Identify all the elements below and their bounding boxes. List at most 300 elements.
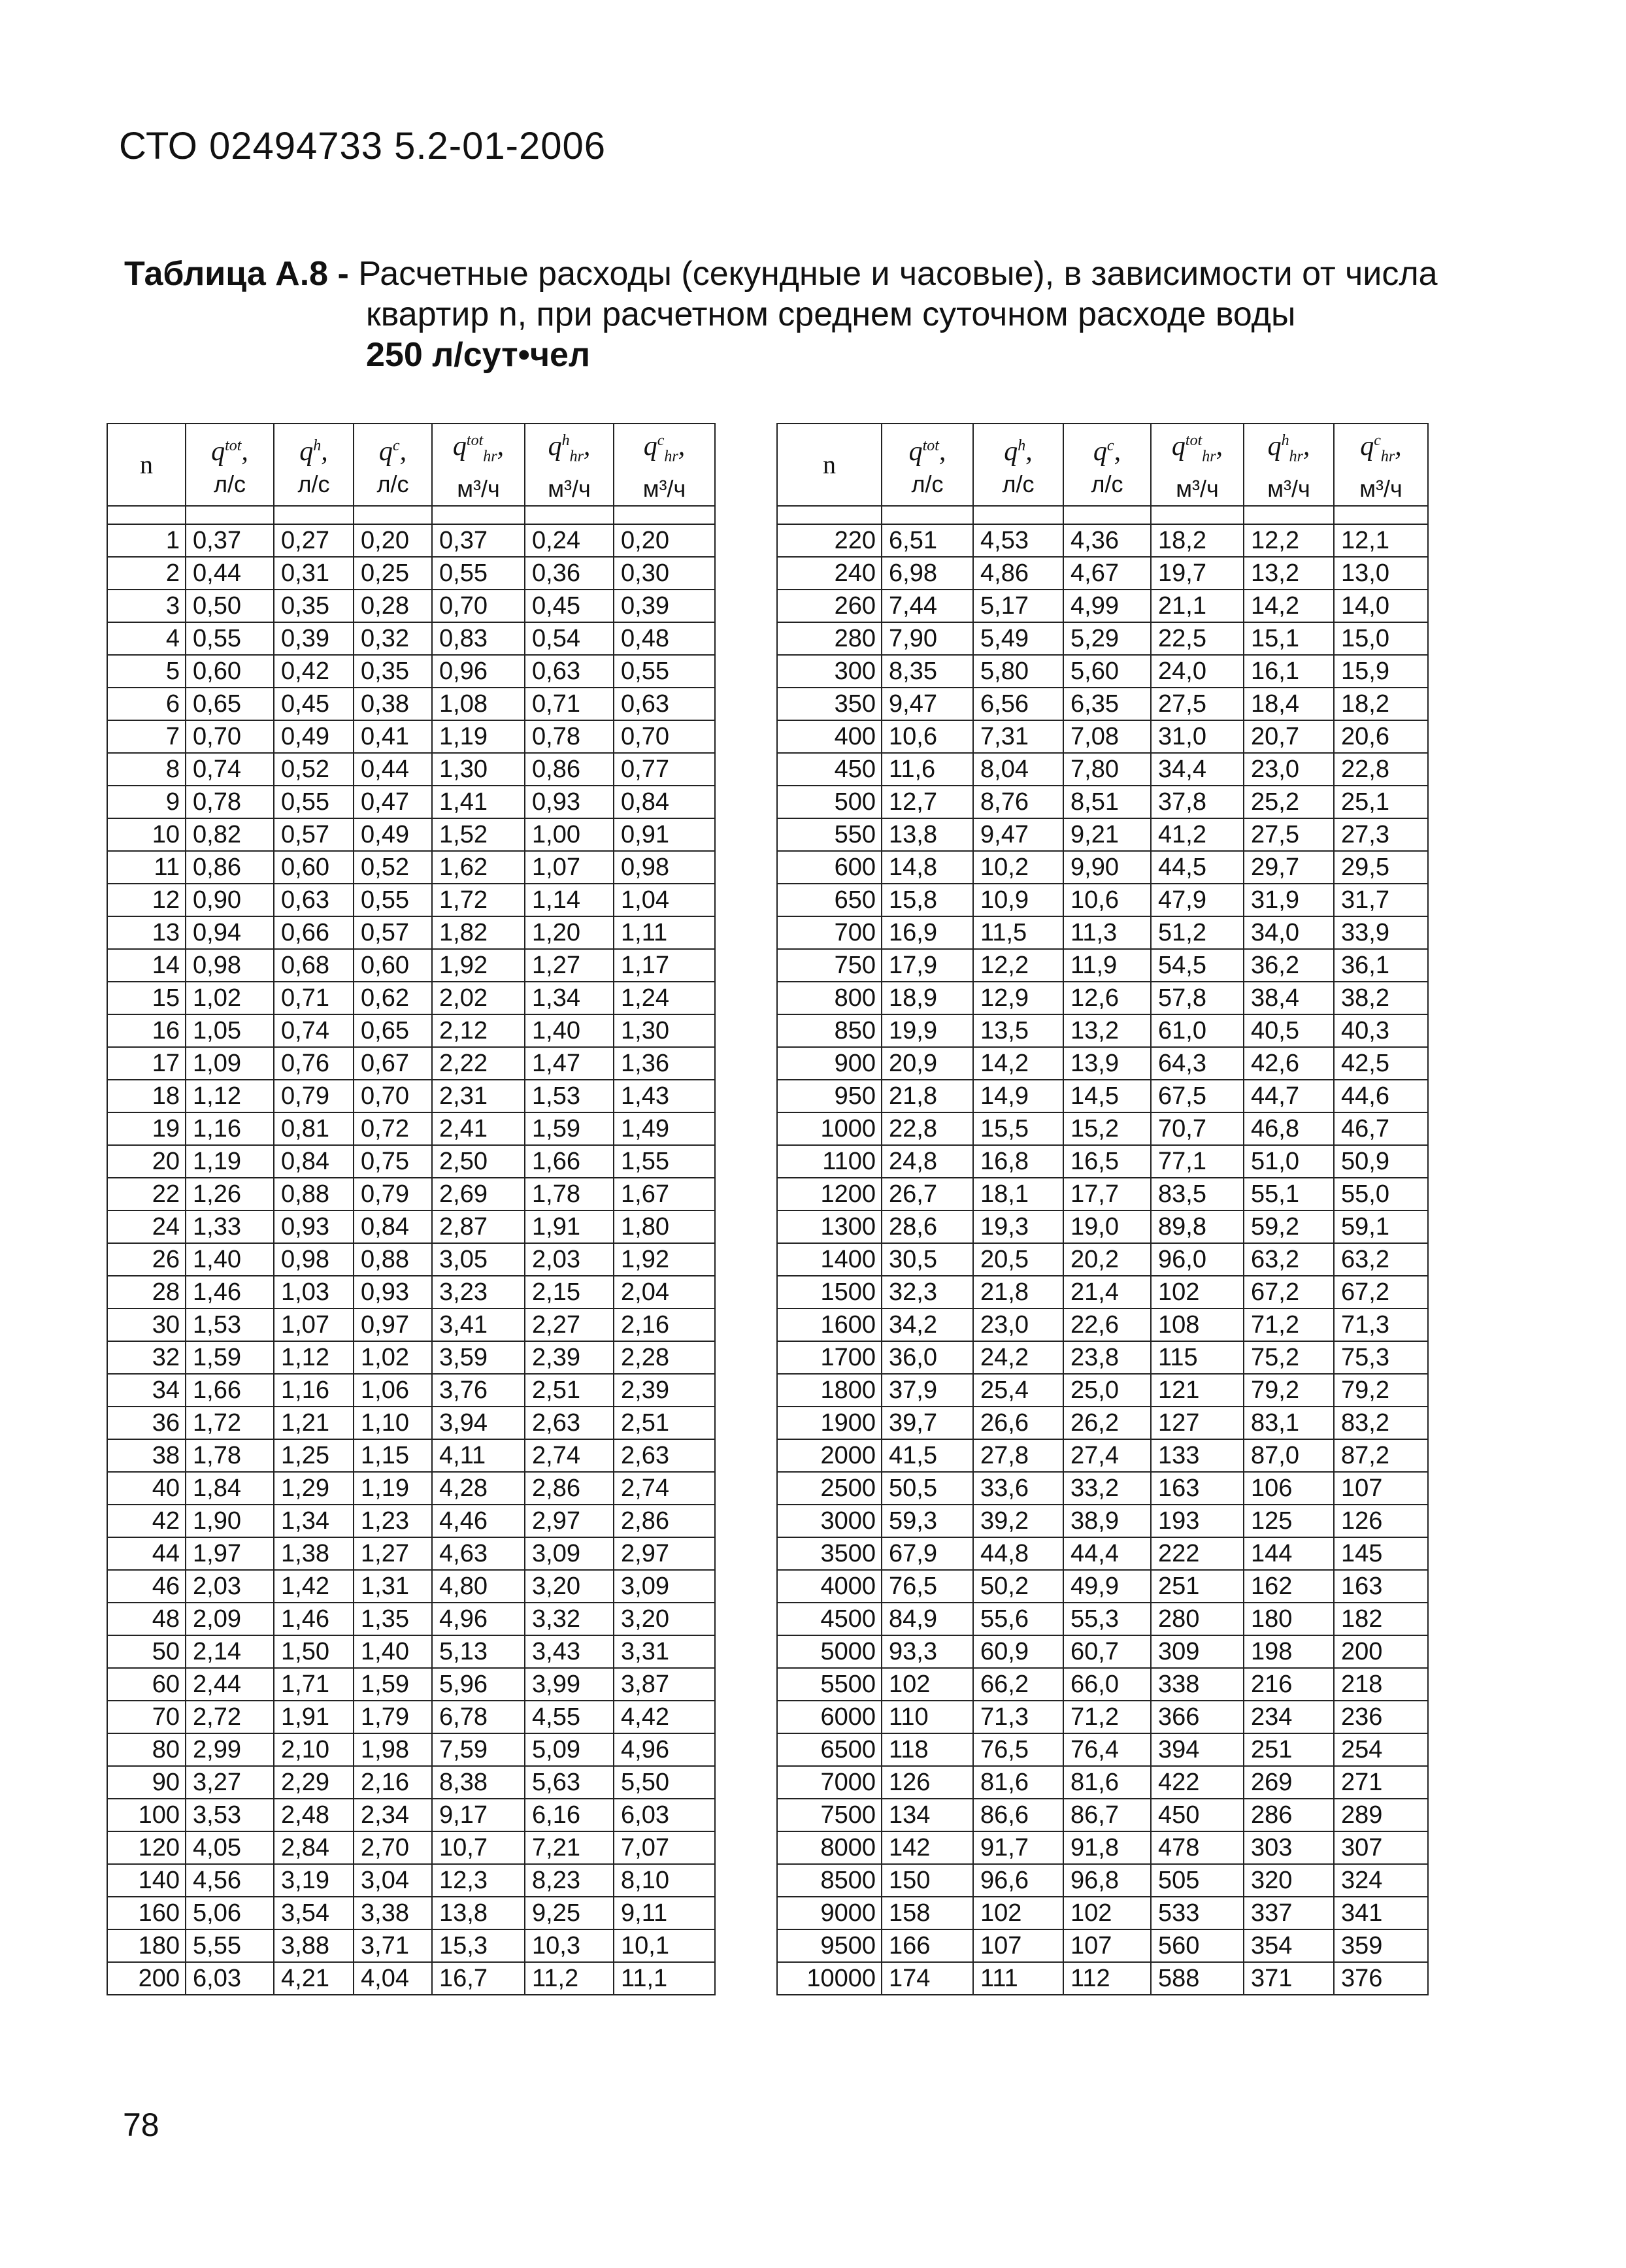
table-row bbox=[107, 1831, 715, 1864]
table-row bbox=[107, 1276, 715, 1309]
flow-value-cell: 1,00 bbox=[525, 818, 614, 851]
flow-value-cell: 0,84 bbox=[354, 1210, 432, 1243]
spacer-cell bbox=[1334, 506, 1428, 524]
apartments-count-cell: 6 bbox=[107, 688, 186, 720]
table-row bbox=[777, 786, 1428, 818]
flow-value-cell: 11,1 bbox=[614, 1962, 715, 1995]
flow-value-cell: 4,96 bbox=[614, 1733, 715, 1766]
column-header bbox=[973, 424, 1063, 506]
flow-value-cell: 20,5 bbox=[973, 1243, 1063, 1276]
apartments-count-cell: 1100 bbox=[777, 1145, 882, 1178]
flow-value-cell: 79,2 bbox=[1334, 1374, 1428, 1407]
flow-value-cell: 0,88 bbox=[354, 1243, 432, 1276]
flow-value-cell: 20,7 bbox=[1244, 720, 1334, 753]
table-row bbox=[107, 1864, 715, 1897]
flow-value-cell: 0,75 bbox=[354, 1145, 432, 1178]
flow-value-cell: 0,63 bbox=[614, 688, 715, 720]
flow-value-cell: 67,9 bbox=[882, 1537, 973, 1570]
flow-value-cell: 91,7 bbox=[973, 1831, 1063, 1864]
flow-value-cell: 0,55 bbox=[186, 622, 274, 655]
flow-value-cell: 0,65 bbox=[186, 688, 274, 720]
apartments-count-cell: 280 bbox=[777, 622, 882, 655]
apartments-count-cell: 4500 bbox=[777, 1603, 882, 1635]
apartments-count-cell: 140 bbox=[107, 1864, 186, 1897]
flow-value-cell: 0,42 bbox=[274, 655, 354, 688]
flow-value-cell: 1,78 bbox=[525, 1178, 614, 1210]
spacer-cell bbox=[354, 506, 432, 524]
flow-value-cell: 280 bbox=[1151, 1603, 1244, 1635]
flow-value-cell: 25,1 bbox=[1334, 786, 1428, 818]
flow-value-cell: 0,72 bbox=[354, 1112, 432, 1145]
flow-value-cell: 71,2 bbox=[1244, 1309, 1334, 1341]
flow-value-cell: 1,16 bbox=[274, 1374, 354, 1407]
apartments-count-cell: 80 bbox=[107, 1733, 186, 1766]
flow-value-cell: 4,36 bbox=[1063, 524, 1151, 557]
apartments-count-cell: 7000 bbox=[777, 1766, 882, 1799]
flow-value-cell: 0,81 bbox=[274, 1112, 354, 1145]
flow-value-cell: 44,8 bbox=[973, 1537, 1063, 1570]
apartments-count-cell: 200 bbox=[107, 1962, 186, 1995]
flow-value-cell: 61,0 bbox=[1151, 1014, 1244, 1047]
flow-value-cell: 3,19 bbox=[274, 1864, 354, 1897]
flow-value-cell: 27,3 bbox=[1334, 818, 1428, 851]
flow-value-cell: 2,87 bbox=[432, 1210, 525, 1243]
table-caption bbox=[124, 254, 1484, 375]
flow-value-cell: 2,09 bbox=[186, 1603, 274, 1635]
flow-value-cell: 64,3 bbox=[1151, 1047, 1244, 1080]
flow-value-cell: 338 bbox=[1151, 1668, 1244, 1701]
flow-value-cell: 20,2 bbox=[1063, 1243, 1151, 1276]
flow-value-cell: 1,27 bbox=[354, 1537, 432, 1570]
apartments-count-cell: 6000 bbox=[777, 1701, 882, 1733]
flow-value-cell: 307 bbox=[1334, 1831, 1428, 1864]
flow-value-cell: 2,39 bbox=[614, 1374, 715, 1407]
spacer-cell bbox=[1151, 506, 1244, 524]
apartments-count-cell: 9 bbox=[107, 786, 186, 818]
flow-value-cell: 3,43 bbox=[525, 1635, 614, 1668]
apartments-count-cell: 15 bbox=[107, 982, 186, 1014]
table-row bbox=[777, 1733, 1428, 1766]
flow-value-cell: 36,2 bbox=[1244, 949, 1334, 982]
flow-value-cell: 107 bbox=[1334, 1472, 1428, 1505]
flow-value-cell: 2,97 bbox=[614, 1537, 715, 1570]
flow-value-cell: 0,37 bbox=[432, 524, 525, 557]
flow-value-cell: 2,28 bbox=[614, 1341, 715, 1374]
flow-value-cell: 182 bbox=[1334, 1603, 1428, 1635]
table-row bbox=[777, 622, 1428, 655]
column-unit: м³/ч bbox=[1176, 475, 1219, 503]
column-symbol: $q^{tot}_{hr}$, bbox=[1171, 431, 1223, 465]
flow-value-cell: 51,0 bbox=[1244, 1145, 1334, 1178]
flow-value-cell: 3,38 bbox=[354, 1897, 432, 1929]
flow-value-cell: 0,96 bbox=[432, 655, 525, 688]
column-symbol: n bbox=[823, 450, 836, 480]
flow-value-cell: 91,8 bbox=[1063, 1831, 1151, 1864]
flow-value-cell: 0,55 bbox=[354, 884, 432, 916]
table-row bbox=[777, 1603, 1428, 1635]
table-row bbox=[777, 1701, 1428, 1733]
flow-value-cell: 22,8 bbox=[882, 1112, 973, 1145]
flow-value-cell: 14,9 bbox=[973, 1080, 1063, 1112]
flow-value-cell: 3,87 bbox=[614, 1668, 715, 1701]
flow-value-cell: 0,79 bbox=[354, 1178, 432, 1210]
flow-value-cell: 11,3 bbox=[1063, 916, 1151, 949]
column-header bbox=[107, 424, 186, 506]
flow-value-cell: 21,8 bbox=[882, 1080, 973, 1112]
apartments-count-cell: 14 bbox=[107, 949, 186, 982]
flow-value-cell: 37,8 bbox=[1151, 786, 1244, 818]
flow-value-cell: 34,0 bbox=[1244, 916, 1334, 949]
table-row bbox=[777, 590, 1428, 622]
flow-value-cell: 20,9 bbox=[882, 1047, 973, 1080]
flow-value-cell: 1,46 bbox=[274, 1603, 354, 1635]
table-row bbox=[777, 655, 1428, 688]
flow-value-cell: 6,03 bbox=[186, 1962, 274, 1995]
flow-value-cell: 60,7 bbox=[1063, 1635, 1151, 1668]
flow-value-cell: 0,74 bbox=[274, 1014, 354, 1047]
table-row bbox=[107, 1701, 715, 1733]
table-row bbox=[777, 1766, 1428, 1799]
flow-value-cell: 1,92 bbox=[614, 1243, 715, 1276]
table-row bbox=[107, 1080, 715, 1112]
flow-value-cell: 1,80 bbox=[614, 1210, 715, 1243]
flow-value-cell: 34,2 bbox=[882, 1309, 973, 1341]
flow-value-cell: 251 bbox=[1244, 1733, 1334, 1766]
document-code: СТО 02494733 5.2-01-2006 bbox=[119, 125, 606, 167]
flow-value-cell: 3,76 bbox=[432, 1374, 525, 1407]
table-row bbox=[107, 1014, 715, 1047]
table-row bbox=[777, 1407, 1428, 1439]
flow-value-cell: 10,6 bbox=[882, 720, 973, 753]
table-row bbox=[107, 1766, 715, 1799]
flow-value-cell: 10,9 bbox=[973, 884, 1063, 916]
flow-value-cell: 320 bbox=[1244, 1864, 1334, 1897]
flow-value-cell: 7,44 bbox=[882, 590, 973, 622]
flow-value-cell: 1,91 bbox=[525, 1210, 614, 1243]
flow-value-cell: 6,78 bbox=[432, 1701, 525, 1733]
flow-value-cell: 1,05 bbox=[186, 1014, 274, 1047]
apartments-count-cell: 550 bbox=[777, 818, 882, 851]
flow-value-cell: 236 bbox=[1334, 1701, 1428, 1733]
flow-value-cell: 0,74 bbox=[186, 753, 274, 786]
flow-value-cell: 1,19 bbox=[432, 720, 525, 753]
flow-value-cell: 1,14 bbox=[525, 884, 614, 916]
flow-value-cell: 158 bbox=[882, 1897, 973, 1929]
apartments-count-cell: 5 bbox=[107, 655, 186, 688]
table-row bbox=[107, 688, 715, 720]
flow-value-cell: 3,05 bbox=[432, 1243, 525, 1276]
apartments-count-cell: 450 bbox=[777, 753, 882, 786]
flow-value-cell: 4,56 bbox=[186, 1864, 274, 1897]
flow-value-cell: 87,2 bbox=[1334, 1439, 1428, 1472]
flow-value-cell: 4,05 bbox=[186, 1831, 274, 1864]
flow-value-cell: 1,72 bbox=[432, 884, 525, 916]
table-row bbox=[107, 818, 715, 851]
flow-value-cell: 0,79 bbox=[274, 1080, 354, 1112]
flow-value-cell: 33,6 bbox=[973, 1472, 1063, 1505]
flow-value-cell: 3,71 bbox=[354, 1929, 432, 1962]
flow-value-cell: 31,0 bbox=[1151, 720, 1244, 753]
flow-value-cell: 112 bbox=[1063, 1962, 1151, 1995]
flow-value-cell: 0,24 bbox=[525, 524, 614, 557]
flow-value-cell: 0,44 bbox=[186, 557, 274, 590]
flow-value-cell: 0,32 bbox=[354, 622, 432, 655]
column-symbol: $q^{tot}$, bbox=[211, 436, 248, 467]
table-row bbox=[777, 851, 1428, 884]
flow-value-cell: 1,04 bbox=[614, 884, 715, 916]
flow-value-cell: 0,47 bbox=[354, 786, 432, 818]
flow-value-cell: 0,50 bbox=[186, 590, 274, 622]
apartments-count-cell: 3000 bbox=[777, 1505, 882, 1537]
flow-value-cell: 2,84 bbox=[274, 1831, 354, 1864]
flow-value-cell: 1,72 bbox=[186, 1407, 274, 1439]
apartments-count-cell: 180 bbox=[107, 1929, 186, 1962]
flow-value-cell: 174 bbox=[882, 1962, 973, 1995]
flow-value-cell: 9,90 bbox=[1063, 851, 1151, 884]
flow-value-cell: 0,31 bbox=[274, 557, 354, 590]
flow-value-cell: 2,51 bbox=[525, 1374, 614, 1407]
column-symbol: $q^c_{hr}$, bbox=[643, 431, 686, 465]
flow-value-cell: 5,60 bbox=[1063, 655, 1151, 688]
flow-value-cell: 50,5 bbox=[882, 1472, 973, 1505]
table-row bbox=[777, 1831, 1428, 1864]
flow-value-cell: 251 bbox=[1151, 1570, 1244, 1603]
flow-value-cell: 1,40 bbox=[186, 1243, 274, 1276]
table-row bbox=[107, 655, 715, 688]
apartments-count-cell: 700 bbox=[777, 916, 882, 949]
flow-value-cell: 309 bbox=[1151, 1635, 1244, 1668]
flow-value-cell: 0,86 bbox=[525, 753, 614, 786]
apartments-count-cell: 10000 bbox=[777, 1962, 882, 1995]
flow-value-cell: 1,03 bbox=[274, 1276, 354, 1309]
flow-value-cell: 31,7 bbox=[1334, 884, 1428, 916]
flow-value-cell: 0,71 bbox=[274, 982, 354, 1014]
flow-value-cell: 394 bbox=[1151, 1733, 1244, 1766]
table-row bbox=[777, 1864, 1428, 1897]
flow-value-cell: 54,5 bbox=[1151, 949, 1244, 982]
flow-value-cell: 2,16 bbox=[354, 1766, 432, 1799]
flow-value-cell: 1,02 bbox=[186, 982, 274, 1014]
apartments-count-cell: 11 bbox=[107, 851, 186, 884]
flow-value-cell: 26,7 bbox=[882, 1178, 973, 1210]
table-row bbox=[107, 1635, 715, 1668]
flow-value-cell: 75,2 bbox=[1244, 1341, 1334, 1374]
flow-value-cell: 15,1 bbox=[1244, 622, 1334, 655]
table-row bbox=[777, 1929, 1428, 1962]
flow-value-cell: 1,34 bbox=[525, 982, 614, 1014]
flow-value-cell: 75,3 bbox=[1334, 1341, 1428, 1374]
flow-value-cell: 39,7 bbox=[882, 1407, 973, 1439]
flow-value-cell: 10,1 bbox=[614, 1929, 715, 1962]
flow-value-cell: 3,94 bbox=[432, 1407, 525, 1439]
column-header bbox=[614, 424, 715, 506]
flow-value-cell: 2,74 bbox=[525, 1439, 614, 1472]
flow-value-cell: 8,38 bbox=[432, 1766, 525, 1799]
flow-value-cell: 0,37 bbox=[186, 524, 274, 557]
flow-value-cell: 4,21 bbox=[274, 1962, 354, 1995]
flow-value-cell: 2,69 bbox=[432, 1178, 525, 1210]
flow-value-cell: 2,41 bbox=[432, 1112, 525, 1145]
flow-value-cell: 269 bbox=[1244, 1766, 1334, 1799]
flow-value-cell: 142 bbox=[882, 1831, 973, 1864]
flow-value-cell: 126 bbox=[882, 1766, 973, 1799]
flow-value-cell: 102 bbox=[882, 1668, 973, 1701]
apartments-count-cell: 46 bbox=[107, 1570, 186, 1603]
flow-value-cell: 1,40 bbox=[525, 1014, 614, 1047]
apartments-count-cell: 5000 bbox=[777, 1635, 882, 1668]
flow-value-cell: 33,2 bbox=[1063, 1472, 1151, 1505]
flow-value-cell: 7,21 bbox=[525, 1831, 614, 1864]
table-row bbox=[777, 1145, 1428, 1178]
flow-value-cell: 1,43 bbox=[614, 1080, 715, 1112]
apartments-count-cell: 18 bbox=[107, 1080, 186, 1112]
flow-value-cell: 505 bbox=[1151, 1864, 1244, 1897]
flow-value-cell: 0,71 bbox=[525, 688, 614, 720]
flow-value-cell: 44,7 bbox=[1244, 1080, 1334, 1112]
flow-value-cell: 17,7 bbox=[1063, 1178, 1151, 1210]
apartments-count-cell: 1800 bbox=[777, 1374, 882, 1407]
flow-value-cell: 2,10 bbox=[274, 1733, 354, 1766]
flow-value-cell: 1,20 bbox=[525, 916, 614, 949]
flow-value-cell: 127 bbox=[1151, 1407, 1244, 1439]
table-row bbox=[777, 1668, 1428, 1701]
flow-value-cell: 9,11 bbox=[614, 1897, 715, 1929]
flow-value-cell: 2,63 bbox=[525, 1407, 614, 1439]
flow-value-cell: 5,63 bbox=[525, 1766, 614, 1799]
flow-value-cell: 13,2 bbox=[1244, 557, 1334, 590]
flow-value-cell: 10,6 bbox=[1063, 884, 1151, 916]
flow-value-cell: 1,42 bbox=[274, 1570, 354, 1603]
apartments-count-cell: 48 bbox=[107, 1603, 186, 1635]
apartments-count-cell: 40 bbox=[107, 1472, 186, 1505]
flow-value-cell: 19,0 bbox=[1063, 1210, 1151, 1243]
flow-value-cell: 14,0 bbox=[1334, 590, 1428, 622]
column-unit: л/с bbox=[213, 470, 246, 497]
flow-value-cell: 359 bbox=[1334, 1929, 1428, 1962]
column-header bbox=[777, 424, 882, 506]
apartments-count-cell: 260 bbox=[777, 590, 882, 622]
flow-value-cell: 42,5 bbox=[1334, 1047, 1428, 1080]
spacer-row bbox=[107, 506, 715, 524]
flow-value-cell: 29,5 bbox=[1334, 851, 1428, 884]
table-row bbox=[107, 1929, 715, 1962]
flow-value-cell: 27,8 bbox=[973, 1439, 1063, 1472]
flow-value-cell: 371 bbox=[1244, 1962, 1334, 1995]
flow-value-cell: 44,6 bbox=[1334, 1080, 1428, 1112]
flow-value-cell: 14,2 bbox=[1244, 590, 1334, 622]
flow-value-cell: 17,9 bbox=[882, 949, 973, 982]
flow-value-cell: 5,50 bbox=[614, 1766, 715, 1799]
flow-value-cell: 81,6 bbox=[973, 1766, 1063, 1799]
flow-value-cell: 13,0 bbox=[1334, 557, 1428, 590]
table-row bbox=[777, 982, 1428, 1014]
flow-value-cell: 1,53 bbox=[525, 1080, 614, 1112]
flow-value-cell: 15,8 bbox=[882, 884, 973, 916]
flow-value-cell: 0,45 bbox=[274, 688, 354, 720]
flow-value-cell: 2,48 bbox=[274, 1799, 354, 1831]
table-header-row bbox=[777, 424, 1428, 506]
flow-value-cell: 0,78 bbox=[525, 720, 614, 753]
flow-value-cell: 5,13 bbox=[432, 1635, 525, 1668]
flow-value-cell: 4,04 bbox=[354, 1962, 432, 1995]
apartments-count-cell: 20 bbox=[107, 1145, 186, 1178]
table-header-row bbox=[107, 424, 715, 506]
flow-value-cell: 1,98 bbox=[354, 1733, 432, 1766]
flow-value-cell: 55,0 bbox=[1334, 1178, 1428, 1210]
flow-value-cell: 84,9 bbox=[882, 1603, 973, 1635]
flow-value-cell: 0,20 bbox=[614, 524, 715, 557]
flow-value-cell: 193 bbox=[1151, 1505, 1244, 1537]
flow-value-cell: 55,1 bbox=[1244, 1178, 1334, 1210]
apartments-count-cell: 7 bbox=[107, 720, 186, 753]
flow-value-cell: 2,03 bbox=[186, 1570, 274, 1603]
spacer-cell bbox=[432, 506, 525, 524]
flow-value-cell: 1,50 bbox=[274, 1635, 354, 1668]
table-row bbox=[777, 524, 1428, 557]
flow-value-cell: 0,67 bbox=[354, 1047, 432, 1080]
table-row bbox=[107, 1047, 715, 1080]
flow-value-cell: 71,3 bbox=[1334, 1309, 1428, 1341]
flow-value-cell: 111 bbox=[973, 1962, 1063, 1995]
flow-value-cell: 5,09 bbox=[525, 1733, 614, 1766]
flow-value-cell: 144 bbox=[1244, 1537, 1334, 1570]
flow-value-cell: 0,27 bbox=[274, 524, 354, 557]
flow-value-cell: 0,39 bbox=[614, 590, 715, 622]
column-unit: л/с bbox=[1091, 470, 1123, 497]
apartments-count-cell: 36 bbox=[107, 1407, 186, 1439]
apartments-count-cell: 160 bbox=[107, 1897, 186, 1929]
flow-value-cell: 0,54 bbox=[525, 622, 614, 655]
flow-value-cell: 19,9 bbox=[882, 1014, 973, 1047]
flow-value-cell: 10,2 bbox=[973, 851, 1063, 884]
flow-value-cell: 1,84 bbox=[186, 1472, 274, 1505]
flow-value-cell: 0,35 bbox=[354, 655, 432, 688]
table-row bbox=[107, 1505, 715, 1537]
table-row bbox=[777, 1080, 1428, 1112]
apartments-count-cell: 4 bbox=[107, 622, 186, 655]
table-row bbox=[107, 1407, 715, 1439]
flow-value-cell: 3,88 bbox=[274, 1929, 354, 1962]
flow-value-cell: 9,47 bbox=[973, 818, 1063, 851]
flow-table-left bbox=[107, 423, 716, 1995]
flow-value-cell: 200 bbox=[1334, 1635, 1428, 1668]
flow-value-cell: 0,36 bbox=[525, 557, 614, 590]
flow-value-cell: 118 bbox=[882, 1733, 973, 1766]
table-row bbox=[107, 720, 715, 753]
column-unit: л/с bbox=[1002, 470, 1035, 497]
table-row bbox=[777, 949, 1428, 982]
flow-value-cell: 0,39 bbox=[274, 622, 354, 655]
flow-value-cell: 0,41 bbox=[354, 720, 432, 753]
page-number: 78 bbox=[123, 2107, 159, 2143]
flow-value-cell: 102 bbox=[1063, 1897, 1151, 1929]
table-row bbox=[777, 884, 1428, 916]
flow-value-cell: 36,1 bbox=[1334, 949, 1428, 982]
flow-value-cell: 18,4 bbox=[1244, 688, 1334, 720]
table-row bbox=[107, 1439, 715, 1472]
flow-value-cell: 0,88 bbox=[274, 1178, 354, 1210]
table-row bbox=[107, 1309, 715, 1341]
flow-value-cell: 560 bbox=[1151, 1929, 1244, 1962]
flow-value-cell: 8,04 bbox=[973, 753, 1063, 786]
flow-value-cell: 5,80 bbox=[973, 655, 1063, 688]
flow-value-cell: 2,39 bbox=[525, 1341, 614, 1374]
flow-value-cell: 2,63 bbox=[614, 1439, 715, 1472]
flow-value-cell: 234 bbox=[1244, 1701, 1334, 1733]
flow-value-cell: 16,1 bbox=[1244, 655, 1334, 688]
flow-value-cell: 2,99 bbox=[186, 1733, 274, 1766]
flow-value-cell: 4,53 bbox=[973, 524, 1063, 557]
